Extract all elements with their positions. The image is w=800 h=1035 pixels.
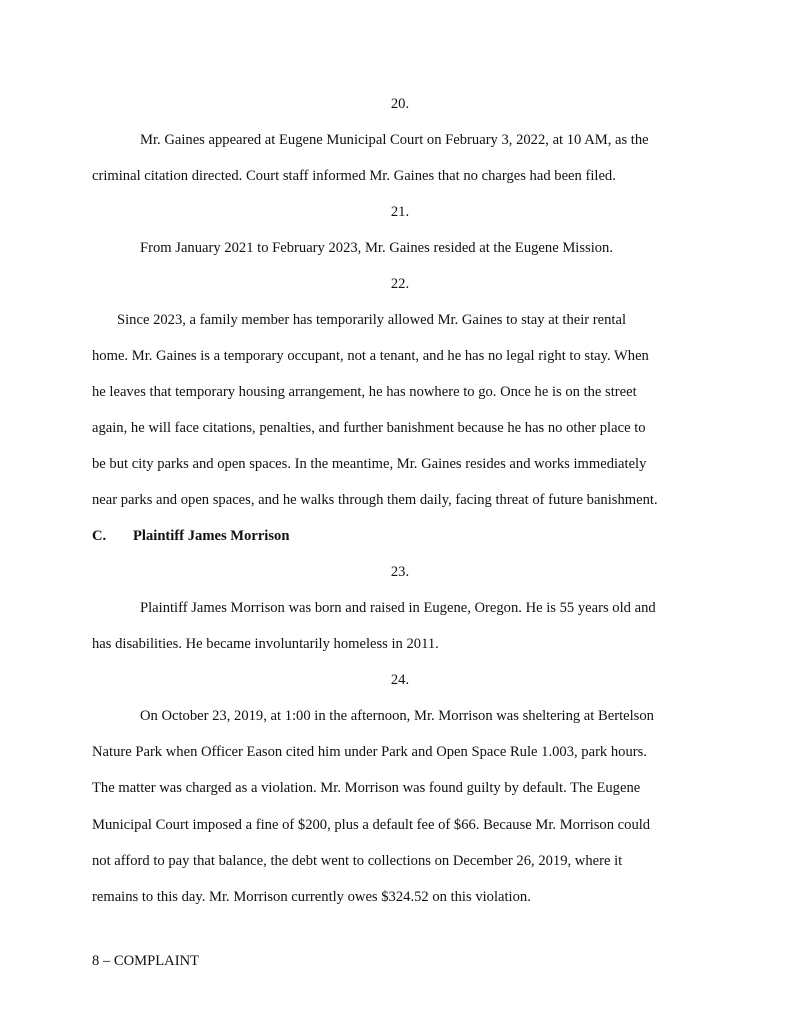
paragraph-line: Since 2023, a family member has temporarily allowed Mr. Gaines to stay at their rental: [117, 312, 627, 328]
paragraph-number: 20.: [390, 96, 410, 112]
paragraph-line: From January 2021 to February 2023, Mr. Gaines resided at the Eugene Mission.: [140, 240, 613, 256]
paragraph-number: 23.: [390, 564, 410, 580]
paragraph-number: 22.: [390, 276, 410, 292]
section-title: Plaintiff James Morrison: [133, 528, 290, 544]
paragraph-line: again, he will face citations, penalties, and further banishment because he has no other place to: [92, 420, 646, 436]
paragraph-number: 21.: [390, 204, 410, 220]
paragraph-line: Plaintiff James Morrison was born and raised in Eugene, Oregon. He is 55 years old and: [140, 600, 656, 616]
paragraph-line: has disabilities. He became involuntarily homeless in 2011.: [92, 636, 439, 652]
paragraph-line: he leaves that temporary housing arrangement, he has nowhere to go. Once he is on the street: [92, 384, 637, 400]
paragraph-line: home. Mr. Gaines is a temporary occupant, not a tenant, and he has no legal right to stay. When: [92, 348, 649, 364]
paragraph-line: near parks and open spaces, and he walks through them daily, facing threat of future banishment.: [92, 492, 658, 508]
paragraph-line: The matter was charged as a violation. Mr. Morrison was found guilty by default. The Eugene: [92, 780, 641, 796]
paragraph-line: Municipal Court imposed a fine of $200, plus a default fee of $66. Because Mr. Morrison could: [92, 817, 651, 833]
paragraph-line: remains to this day. Mr. Morrison currently owes $324.52 on this violation.: [92, 889, 531, 905]
paragraph-line: Mr. Gaines appeared at Eugene Municipal Court on February 3, 2022, at 10 AM, as the: [140, 132, 649, 148]
section-letter: C.: [92, 528, 107, 544]
paragraph-line: be but city parks and open spaces. In the meantime, Mr. Gaines resides and works immediately: [92, 456, 647, 472]
paragraph-number: 24.: [390, 672, 410, 688]
page-footer: 8 – COMPLAINT: [92, 953, 200, 969]
paragraph-line: criminal citation directed. Court staff informed Mr. Gaines that no charges had been filed.: [92, 168, 616, 184]
paragraph-line: Nature Park when Officer Eason cited him under Park and Open Space Rule 1.003, park hours.: [92, 744, 647, 760]
section-heading: [92, 527, 290, 545]
paragraph-line: not afford to pay that balance, the debt went to collections on December 26, 2019, where it: [92, 853, 623, 869]
paragraph-line: On October 23, 2019, at 1:00 in the afternoon, Mr. Morrison was sheltering at Bertelson: [140, 708, 654, 724]
